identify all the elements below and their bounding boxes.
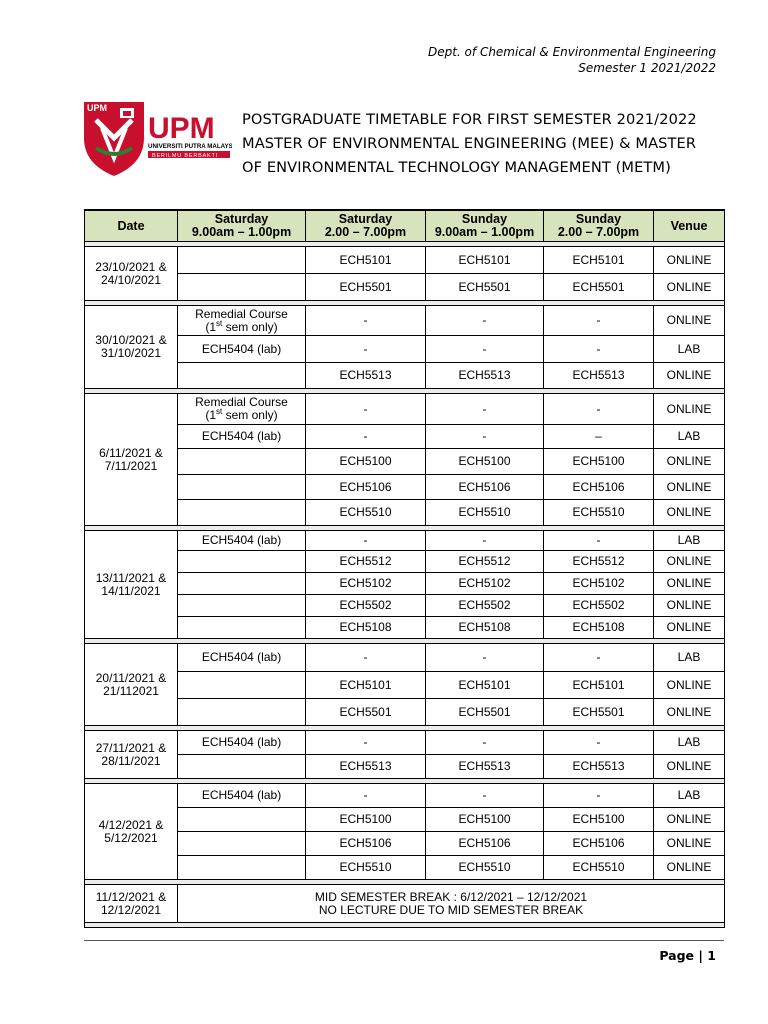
timetable-row: [85, 425, 725, 449]
sun-afternoon-cell: -: [544, 394, 654, 425]
date-cell: 6/11/2021 & 7/11/2021: [85, 394, 178, 526]
sun-afternoon-cell: ECH5108: [544, 617, 654, 639]
date-cell: 27/11/2021 & 28/11/2021: [85, 731, 178, 779]
venue-cell: ONLINE: [654, 832, 725, 856]
sun-morning-cell: -: [426, 531, 544, 551]
sat-afternoon-cell: ECH5501: [306, 699, 426, 726]
header-sat-morning: Saturday 9.00am – 1.00pm: [178, 210, 306, 242]
sat-afternoon-cell: -: [306, 425, 426, 449]
venue-cell: ONLINE: [654, 617, 725, 639]
timetable: [84, 209, 725, 928]
timetable-row: [85, 531, 725, 551]
timetable-row: [85, 644, 725, 672]
sat-afternoon-cell: ECH5513: [306, 755, 426, 779]
sun-afternoon-cell: -: [544, 336, 654, 363]
venue-cell: ONLINE: [654, 672, 725, 699]
sun-morning-cell: ECH5100: [426, 449, 544, 475]
sun-morning-cell: ECH5108: [426, 617, 544, 639]
date-cell: 11/12/2021 & 12/12/2021: [85, 885, 178, 923]
sat-afternoon-cell: ECH5501: [306, 274, 426, 301]
sun-afternoon-cell: -: [544, 784, 654, 808]
venue-cell: ONLINE: [654, 699, 725, 726]
sat-afternoon-cell: -: [306, 306, 426, 336]
sun-morning-cell: -: [426, 644, 544, 672]
sat-afternoon-cell: -: [306, 784, 426, 808]
sun-afternoon-cell: ECH5501: [544, 274, 654, 301]
timetable-row: [85, 363, 725, 389]
sat-morning-cell: ECH5404 (lab): [178, 425, 306, 449]
date-cell: 30/10/2021 & 31/10/2021: [85, 306, 178, 389]
sun-afternoon-cell: ECH5513: [544, 755, 654, 779]
sat-morning-cell: [178, 449, 306, 475]
sat-afternoon-cell: ECH5101: [306, 672, 426, 699]
timetable-row: [85, 784, 725, 808]
sun-morning-cell: -: [426, 425, 544, 449]
sun-morning-cell: -: [426, 336, 544, 363]
sat-morning-cell: [178, 247, 306, 274]
venue-cell: ONLINE: [654, 808, 725, 832]
department-name: Dept. of Chemical & Environmental Engineering: [427, 45, 716, 59]
department-header: [428, 44, 716, 76]
timetable-row: [85, 449, 725, 475]
sat-morning-cell: [178, 672, 306, 699]
sun-morning-cell: ECH5502: [426, 595, 544, 617]
sun-afternoon-cell: ECH5510: [544, 500, 654, 526]
venue-cell: LAB: [654, 644, 725, 672]
sat-morning-cell: [178, 808, 306, 832]
mid-semester-break-row: [85, 885, 725, 923]
crest-badge-text: UPM: [87, 103, 107, 113]
venue-cell: ONLINE: [654, 394, 725, 425]
sat-afternoon-cell: ECH5510: [306, 500, 426, 526]
sun-morning-cell: ECH5101: [426, 247, 544, 274]
break-line-1: MID SEMESTER BREAK : 6/12/2021 – 12/12/2021: [314, 889, 588, 904]
venue-cell: ONLINE: [654, 449, 725, 475]
sat-morning-cell: Remedial Course (1st sem only): [178, 306, 306, 336]
sun-afternoon-cell: ECH5513: [544, 363, 654, 389]
timetable-row: [85, 856, 725, 880]
university-name: UNIVERSITI PUTRA MALAYSIA: [148, 143, 232, 150]
sun-afternoon-cell: -: [544, 531, 654, 551]
university-motto: BERILMU BERBAKTI: [152, 153, 218, 159]
sun-afternoon-cell: ECH5501: [544, 699, 654, 726]
venue-cell: ONLINE: [654, 573, 725, 595]
venue-cell: LAB: [654, 336, 725, 363]
timetable-row: [85, 394, 725, 425]
sun-afternoon-cell: ECH5101: [544, 672, 654, 699]
semester-label: Semester 1 2021/2022: [578, 61, 716, 75]
sat-morning-cell: [178, 274, 306, 301]
sat-afternoon-cell: ECH5102: [306, 573, 426, 595]
timetable-row: [85, 573, 725, 595]
sat-morning-cell: ECH5404 (lab): [178, 531, 306, 551]
sun-morning-cell: -: [426, 731, 544, 755]
venue-cell: ONLINE: [654, 247, 725, 274]
sat-afternoon-cell: ECH5510: [306, 856, 426, 880]
venue-cell: ONLINE: [654, 755, 725, 779]
sun-afternoon-cell: ECH5106: [544, 475, 654, 500]
sun-morning-cell: ECH5510: [426, 856, 544, 880]
venue-cell: ONLINE: [654, 551, 725, 573]
sun-afternoon-cell: -: [544, 731, 654, 755]
page-label: Page: [659, 948, 694, 963]
sat-afternoon-cell: ECH5502: [306, 595, 426, 617]
sat-morning-cell: [178, 595, 306, 617]
timetable-row: [85, 808, 725, 832]
timetable-row: [85, 595, 725, 617]
timetable-row: [85, 731, 725, 755]
sat-morning-cell: [178, 617, 306, 639]
sun-afternoon-cell: ECH5106: [544, 832, 654, 856]
sat-morning-cell: ECH5404 (lab): [178, 644, 306, 672]
date-cell: 13/11/2021 & 14/11/2021: [85, 531, 178, 639]
sun-morning-cell: ECH5501: [426, 274, 544, 301]
header-sat-afternoon: Saturday 2.00 – 7.00pm: [306, 210, 426, 242]
date-cell: 23/10/2021 & 24/10/2021: [85, 247, 178, 301]
venue-cell: ONLINE: [654, 274, 725, 301]
sat-morning-cell: [178, 699, 306, 726]
sat-afternoon-cell: -: [306, 394, 426, 425]
timetable-row: [85, 755, 725, 779]
sat-morning-cell: Remedial Course (1st sem only): [178, 394, 306, 425]
sat-afternoon-cell: ECH5100: [306, 808, 426, 832]
group-separator: [85, 923, 725, 928]
sun-afternoon-cell: ECH5102: [544, 573, 654, 595]
timetable-row: [85, 617, 725, 639]
sun-afternoon-cell: ECH5100: [544, 449, 654, 475]
venue-cell: ONLINE: [654, 475, 725, 500]
timetable-row: [85, 832, 725, 856]
venue-cell: ONLINE: [654, 363, 725, 389]
date-cell: 4/12/2021 & 5/12/2021: [85, 784, 178, 880]
timetable-row: [85, 672, 725, 699]
sat-afternoon-cell: ECH5108: [306, 617, 426, 639]
sat-morning-cell: [178, 551, 306, 573]
sat-morning-cell: ECH5404 (lab): [178, 336, 306, 363]
timetable-row: [85, 699, 725, 726]
title-line-2: MASTER OF ENVIRONMENTAL ENGINEERING (MEE) & MASTER: [242, 135, 697, 152]
sat-morning-cell: ECH5404 (lab): [178, 731, 306, 755]
page-footer: [659, 948, 716, 963]
venue-cell: LAB: [654, 784, 725, 808]
sat-morning-cell: [178, 475, 306, 500]
header-sun-morning: Sunday 9.00am – 1.00pm: [426, 210, 544, 242]
sun-afternoon-cell: -: [544, 644, 654, 672]
header-venue: Venue: [654, 210, 725, 242]
sat-morning-cell: [178, 856, 306, 880]
sun-afternoon-cell: ECH5512: [544, 551, 654, 573]
sun-morning-cell: ECH5106: [426, 832, 544, 856]
sun-afternoon-cell: ECH5502: [544, 595, 654, 617]
sun-morning-cell: -: [426, 394, 544, 425]
sun-morning-cell: ECH5101: [426, 672, 544, 699]
timetable-row: [85, 274, 725, 301]
sat-afternoon-cell: ECH5101: [306, 247, 426, 274]
timetable-row: [85, 336, 725, 363]
sat-afternoon-cell: -: [306, 644, 426, 672]
sun-morning-cell: ECH5106: [426, 475, 544, 500]
venue-cell: ONLINE: [654, 306, 725, 336]
sun-afternoon-cell: ECH5101: [544, 247, 654, 274]
sat-morning-cell: [178, 832, 306, 856]
break-line-2: NO LECTURE DUE TO MID SEMESTER BREAK: [318, 902, 584, 917]
sat-afternoon-cell: ECH5512: [306, 551, 426, 573]
sat-afternoon-cell: -: [306, 336, 426, 363]
venue-cell: LAB: [654, 731, 725, 755]
sat-afternoon-cell: ECH5106: [306, 475, 426, 500]
sun-afternoon-cell: –: [544, 425, 654, 449]
title-line-3: OF ENVIRONMENTAL TECHNOLOGY MANAGEMENT (METM): [242, 159, 671, 176]
sun-morning-cell: -: [426, 784, 544, 808]
sun-afternoon-cell: ECH5510: [544, 856, 654, 880]
footer-rule: [84, 940, 724, 941]
sat-afternoon-cell: ECH5100: [306, 449, 426, 475]
sat-afternoon-cell: -: [306, 531, 426, 551]
break-notice: [178, 885, 725, 923]
sun-morning-cell: ECH5501: [426, 699, 544, 726]
timetable-header-row: [85, 210, 725, 242]
sat-morning-cell: [178, 755, 306, 779]
sat-morning-cell: ECH5404 (lab): [178, 784, 306, 808]
title-line-1: POSTGRADUATE TIMETABLE FOR FIRST SEMESTER 2021/2022: [242, 111, 697, 128]
sat-afternoon-cell: ECH5513: [306, 363, 426, 389]
venue-cell: LAB: [654, 425, 725, 449]
venue-cell: ONLINE: [654, 595, 725, 617]
sun-morning-cell: ECH5102: [426, 573, 544, 595]
sat-morning-cell: [178, 573, 306, 595]
timetable-row: [85, 247, 725, 274]
venue-cell: ONLINE: [654, 500, 725, 526]
page-number: 1: [707, 948, 716, 963]
sat-morning-cell: [178, 500, 306, 526]
upm-logo: [82, 98, 232, 180]
upm-wordmark: UPM: [148, 112, 215, 145]
sat-afternoon-cell: -: [306, 731, 426, 755]
page-separator: |: [698, 948, 703, 963]
sat-afternoon-cell: ECH5106: [306, 832, 426, 856]
timetable-row: [85, 500, 725, 526]
sun-morning-cell: -: [426, 306, 544, 336]
sat-morning-cell: [178, 363, 306, 389]
timetable-row: [85, 475, 725, 500]
header-sun-afternoon: Sunday 2.00 – 7.00pm: [544, 210, 654, 242]
date-cell: 20/11/2021 & 21/112021: [85, 644, 178, 726]
sun-morning-cell: ECH5513: [426, 755, 544, 779]
sun-afternoon-cell: ECH5100: [544, 808, 654, 832]
sun-afternoon-cell: -: [544, 306, 654, 336]
sun-morning-cell: ECH5510: [426, 500, 544, 526]
header-date: Date: [85, 210, 178, 242]
venue-cell: ONLINE: [654, 856, 725, 880]
sun-morning-cell: ECH5512: [426, 551, 544, 573]
sun-morning-cell: ECH5100: [426, 808, 544, 832]
upm-crest-icon: [82, 98, 232, 180]
timetable-row: [85, 306, 725, 336]
venue-cell: LAB: [654, 531, 725, 551]
document-title: [242, 108, 730, 180]
timetable-row: [85, 551, 725, 573]
sun-morning-cell: ECH5513: [426, 363, 544, 389]
